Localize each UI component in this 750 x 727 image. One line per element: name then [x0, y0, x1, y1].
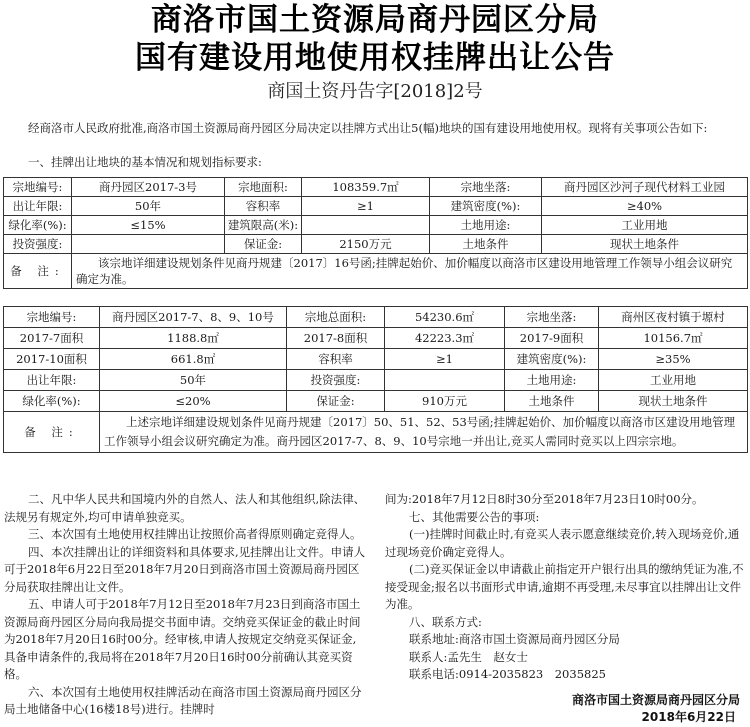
table-cell: 661.8㎡	[100, 349, 287, 370]
table-row	[4, 370, 748, 391]
table-cell: 2150万元	[302, 235, 430, 254]
signature-organization: 商洛市国土资源局商丹园区分局	[571, 693, 740, 707]
table-cell: ≥1	[302, 197, 430, 216]
table-cell: ≥40%	[542, 197, 748, 216]
left-column	[4, 491, 366, 727]
section-8-heading: 八、联系方式:	[409, 614, 482, 629]
table-cell: 2017-10面积	[4, 349, 100, 370]
table-cell: 绿化率(%):	[4, 391, 100, 412]
table-cell: 现状土地条件	[599, 391, 748, 412]
section-4: 四、本次挂牌出让的详细资料和具体要求,见挂牌出让文件。申请人可于2018年6月22日至2018年7月20日到商洛市国土资源局商丹园区分局获取挂牌出让文件。	[4, 544, 366, 594]
table-row	[4, 254, 748, 289]
table-cell: 出让年限:	[4, 197, 72, 216]
table-row	[4, 412, 748, 453]
table-cell: 工业用地	[599, 370, 748, 391]
section-5: 五、申请人可于2018年7月12日至2018年7月23日到商洛市国土资源局商丹园区分局向我局提交书面申请。交纳竞买保证金的截止时间为2018年7月20日16时00分。经审核,申请人按规定交纳竞买保证金,具备申请条件的,我局将在2018年7月20日16时00分前确认其竞买资格。	[4, 597, 361, 681]
table-cell: 50年	[100, 370, 287, 391]
table-cell: 宗地编号:	[4, 178, 72, 197]
table-cell: 2017-9面积	[505, 328, 599, 349]
table-cell: 容积率	[225, 197, 302, 216]
table-cell: 土地条件	[505, 391, 599, 412]
note-label: 备 注:	[4, 412, 100, 453]
table-cell: ≥1	[385, 349, 505, 370]
title-line-1: 商洛市国土资源局商丹园区分局	[151, 2, 599, 38]
table-cell: 910万元	[385, 391, 505, 412]
table-row	[4, 328, 748, 349]
table-cell: 投资强度:	[287, 370, 385, 391]
table-cell: 宗地坐落:	[505, 307, 599, 328]
table-cell: 土地用途:	[430, 216, 542, 235]
table-cell: 建筑密度(%):	[505, 349, 599, 370]
section-6: 六、本次国有土地使用权挂牌活动在商洛市国土资源局商丹园区分局土地储备中心(16楼18号)进行。挂牌时	[4, 684, 362, 716]
section-7-heading: 七、其他需要公告的事项:	[409, 509, 540, 524]
table-cell: 商丹园区2017-3号	[72, 178, 225, 197]
table-cell: 1188.8㎡	[100, 328, 287, 349]
table-row	[4, 178, 748, 197]
table-cell	[72, 235, 225, 254]
table-cell: 宗地总面积:	[287, 307, 385, 328]
table-cell	[302, 216, 430, 235]
table-cell: ≤15%	[72, 216, 225, 235]
table-cell: 宗地坐落:	[430, 178, 542, 197]
note-label: 备 注:	[4, 254, 72, 289]
parcel-table-1	[3, 177, 748, 289]
table-cell: 保证金:	[225, 235, 302, 254]
contact-address: 联系地址:商洛市国土资源局商丹园区分局	[409, 632, 620, 646]
section-2: 二、凡中华人民共和国境内外的自然人、法人和其他组织,除法律、法规另有规定外,均可申请单独竞买。	[4, 492, 366, 524]
table-cell: 宗地编号:	[4, 307, 100, 328]
table-cell: 土地条件	[430, 235, 542, 254]
table-cell: 54230.6㎡	[385, 307, 505, 328]
table-cell: ≤20%	[100, 391, 287, 412]
table-cell: 10156.7㎡	[599, 328, 748, 349]
table-row	[4, 197, 748, 216]
table-cell	[385, 370, 505, 391]
parcel-table-2	[3, 306, 748, 453]
table-cell: 108359.7㎡	[302, 178, 430, 197]
document-number: 商国土资丹告字[2018]2号	[267, 81, 483, 102]
table-row	[4, 349, 748, 370]
table-cell: 2017-7面积	[4, 328, 100, 349]
table-cell: 现状土地条件	[542, 235, 748, 254]
section-6-continued: 间为:2018年7月12日8时30分至2018年7月23日10时00分。	[385, 492, 704, 506]
contact-phone: 联系电话:0914-2035823 2035825	[409, 667, 606, 681]
contact-person: 联系人:孟先生 赵女士	[409, 649, 528, 664]
table-cell: 42223.3㎡	[385, 328, 505, 349]
table-cell: 投资强度:	[4, 235, 72, 254]
section-1-heading: 一、挂牌出让地块的基本情况和规划指标要求:	[28, 155, 262, 169]
note-text: 该宗地详细建设规划条件见商丹规建〔2017〕16号函;挂牌起始价、加价幅度以商洛市区建设用地管理工作领导小组会议研究确定为准。	[72, 254, 748, 289]
table-cell: 2017-8面积	[287, 328, 385, 349]
table-cell: 绿化率(%):	[4, 216, 72, 235]
table-cell: ≥35%	[599, 349, 748, 370]
table-row	[4, 235, 748, 254]
title-line-2: 国有建设用地使用权挂牌出让公告	[135, 40, 615, 76]
table-cell: 工业用地	[542, 216, 748, 235]
table-row	[4, 216, 748, 235]
table-row	[4, 391, 748, 412]
table-cell: 商丹园区2017-7、8、9、10号	[100, 307, 287, 328]
table-cell: 土地用途:	[505, 370, 599, 391]
table-cell: 50年	[72, 197, 225, 216]
table-cell: 建筑限高(米):	[225, 216, 302, 235]
section-3: 三、本次国有土地使用权挂牌出让按照价高者得原则确定竞得人。	[28, 527, 362, 541]
section-7-item-1: (一)挂牌时间截止时,有竞买人表示愿意继续竞价,转入现场竞价,通过现场竞价确定竞得人。	[385, 527, 740, 559]
table-cell: 建筑密度(%):	[430, 197, 542, 216]
table-cell: 容积率	[287, 349, 385, 370]
note-text: 上述宗地详细建设规划条件见商丹规建〔2017〕50、51、52、53号函;挂牌起始价、加价幅度以商洛市区建设用地管理工作领导小组会议研究确定为准。商丹园区2017-7、8、9、10号宗地一并出让,竞买人需同时竞买以上四宗宗地。	[100, 412, 748, 453]
table-cell: 宗地面积:	[225, 178, 302, 197]
section-7-item-2: (二)竞买保证金以申请截止前指定开户银行出具的缴纳凭证为准,不接受现金;报名以书面形式申请,逾期不再受理,未尽事宜以挂牌出让文件为准。	[385, 562, 744, 611]
intro-paragraph: 经商洛市人民政府批准,商洛市国土资源局商丹园区分局决定以挂牌方式出让5(幅)地块的国有建设用地使用权。现将有关事项公告如下:	[28, 121, 708, 135]
table-cell: 出让年限:	[4, 370, 100, 391]
table-cell: 保证金:	[287, 391, 385, 412]
right-column	[385, 491, 747, 684]
table-cell: 商州区夜村镇于塬村	[599, 307, 748, 328]
signature-date: 2018年6月22日	[641, 710, 736, 724]
table-cell: 商丹园区沙河子现代材料工业园	[542, 178, 748, 197]
table-row	[4, 307, 748, 328]
